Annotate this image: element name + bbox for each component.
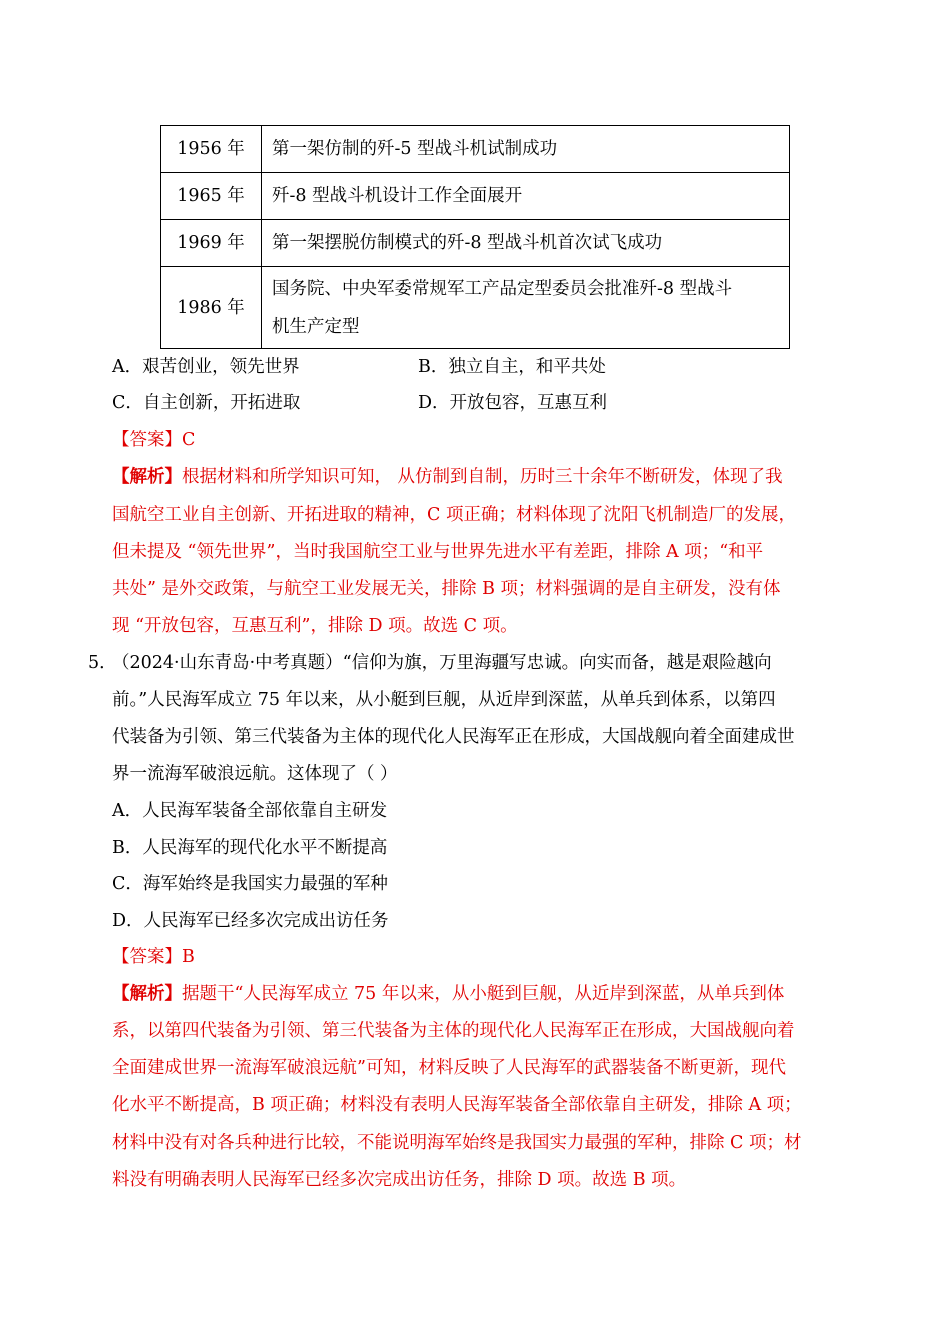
analysis-label: 【解析】 [112, 467, 182, 487]
table-row [161, 126, 790, 173]
q5-option-c: C．海军始终是我国实力最强的军种 [112, 874, 388, 894]
q5-stem-line: 界一流海军破浪远航。这体现了（ ） [112, 764, 398, 784]
table-row [161, 267, 790, 349]
event-cell [262, 267, 790, 349]
q4-analysis-line: 共处” 是外交政策，与航空工业发展无关，排除 B 项；材料强调的是自主研发，没有体 [112, 579, 781, 599]
table-row [161, 220, 790, 267]
q5-analysis-line: 材料中没有对各兵种进行比较，不能说明海军始终是我国实力最强的军种，排除 C 项；材 [112, 1133, 802, 1153]
event-cell: 第一架摆脱仿制模式的歼-8 型战斗机首次试飞成功 [262, 220, 790, 267]
table-row [161, 173, 790, 220]
q5-answer: 【答案】B [112, 947, 195, 967]
event-cell: 第一架仿制的歼-5 型战斗机试制成功 [262, 126, 790, 173]
q4-answer: 【答案】C [112, 430, 196, 450]
q5-analysis-line: 料没有明确表明人民海军已经多次完成出访任务，排除 D 项。故选 B 项。 [112, 1170, 687, 1190]
q5-analysis-line: 系，以第四代装备为引领、第三代装备为主体的现代化人民海军正在形成，大国战舰向着 [112, 1021, 795, 1041]
q4-option-d: D．开放包容，互惠互利 [418, 393, 608, 413]
year-cell: 1965 年 [161, 173, 262, 220]
analysis-label: 【解析】 [112, 984, 182, 1004]
q4-option-b: B．独立自主，和平共处 [418, 357, 606, 377]
q4-analysis-line: 国航空工业自主创新、开拓进取的精神，C 项正确；材料体现了沈阳飞机制造厂的发展， [112, 505, 796, 525]
q4-analysis-line: 现 “开放包容，互惠互利”，排除 D 项。故选 C 项。 [112, 616, 518, 636]
q5-option-b: B．人民海军的现代化水平不断提高 [112, 838, 388, 858]
q5-analysis-line: 全面建成世界一流海军破浪远航”可知，材料反映了人民海军的武器装备不断更新，现代 [112, 1058, 786, 1078]
q4-analysis-line: 但未提及 “领先世界”，当时我国航空工业与世界先进水平有差距，排除 A 项；“和平 [112, 542, 764, 562]
year-cell: 1956 年 [161, 126, 262, 173]
q5-stem-line: 前。”人民海军成立 75 年以来，从小艇到巨舰，从近岸到深蓝，从单兵到体系，以第四 [112, 690, 776, 710]
q5-analysis-line: 【解析】据题干“人民海军成立 75 年以来，从小艇到巨舰，从近岸到深蓝，从单兵到体 [112, 984, 785, 1004]
q4-option-c: C．自主创新，开拓进取 [112, 393, 301, 413]
q5-option-a: A．人民海军装备全部依靠自主研发 [112, 801, 388, 821]
q5-number: 5． [88, 653, 117, 673]
q4-option-a: A．艰苦创业，领先世界 [112, 357, 300, 377]
year-cell: 1969 年 [161, 220, 262, 267]
year-cell: 1986 年 [161, 267, 262, 349]
timeline-table [160, 125, 790, 349]
event-cell: 歼-8 型战斗机设计工作全面展开 [262, 173, 790, 220]
q5-option-d: D．人民海军已经多次完成出访任务 [112, 911, 389, 931]
q5-stem-line: 代装备为引领、第三代装备为主体的现代化人民海军正在形成，大国战舰向着全面建成世 [112, 727, 795, 747]
event-line: 国务院、中央军委常规军工产品定型委员会批准歼-8 型战斗 [272, 278, 733, 299]
q4-analysis-line: 【解析】根据材料和所学知识可知， 从仿制到自制，历时三十余年不断研发，体现了我 [112, 467, 783, 487]
q5-stem-line: （2024·山东青岛·中考真题）“信仰为旗，万里海疆写忠诚。向实而备，越是艰险越向 [112, 653, 772, 673]
event-line: 机生产定型 [272, 316, 360, 337]
q5-analysis-line: 化水平不断提高，B 项正确；材料没有表明人民海军装备全部依靠自主研发，排除 A 项； [112, 1095, 802, 1115]
